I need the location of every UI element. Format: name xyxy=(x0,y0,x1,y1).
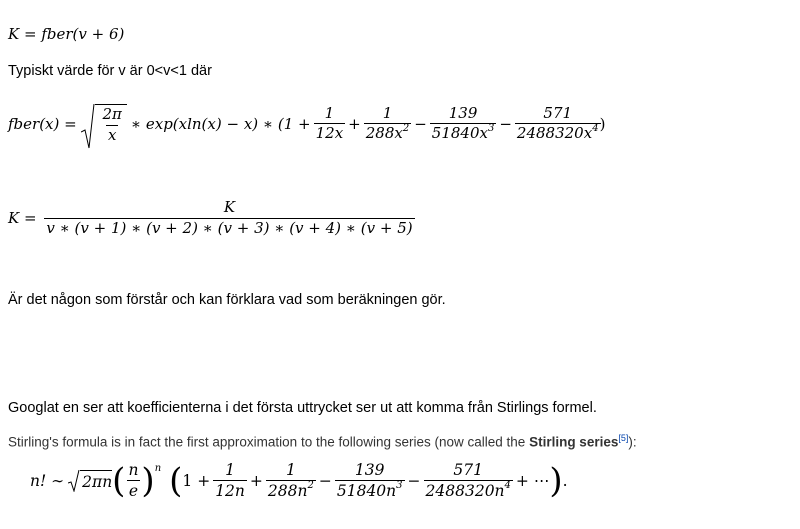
stirling-term1-den: 12n xyxy=(215,482,245,501)
k-fraction-den: v ∗ (v + 1) ∗ (v + 2) ∗ (v + 3) ∗ (v + 4) ∗ (v + 5) xyxy=(46,218,413,237)
sqrt-denominator: x xyxy=(107,125,117,144)
stirling-term1-num: 1 xyxy=(225,461,235,479)
term3-num: 139 xyxy=(448,103,478,122)
stirling-term2-exp: 2 xyxy=(307,480,314,492)
formula-k-lhs: K xyxy=(8,25,20,43)
fber-formula: fber(x) = $\frac{2\pi}{x}$ ∗ exp(xln(x) − x) ∗ (1 + $\frac{1}{12x}$ + $\frac{1}{288x^2}$ − $\frac{139}{51840x^3}$ − $\frac{571}{2488320x^4}$ ) xyxy=(8,104,605,144)
term3-den: 51840x xyxy=(431,124,488,143)
stirling-one-plus: 1 + xyxy=(182,471,211,490)
stirling-power: n xyxy=(154,463,162,475)
wiki-bold-term: Stirling series xyxy=(529,434,619,450)
term4-num: 571 xyxy=(543,103,573,122)
formula-k-definition: K = fber(v + 6) xyxy=(8,25,125,43)
stirling-n-over-e-num: n xyxy=(128,461,139,479)
stirling-term2-num: 1 xyxy=(285,461,296,479)
formula-k-rhs: fber(v + 6) xyxy=(41,25,125,43)
stirling-term3-exp: 3 xyxy=(396,480,403,492)
fber-middle: ∗ exp(xln(x) − x) ∗ (1 + xyxy=(130,114,311,133)
term4-exp: 4 xyxy=(592,123,599,135)
sqrt-numerator: 2π xyxy=(102,105,122,123)
stirling-sqrt-body: 2πn xyxy=(80,470,112,491)
term4-den: 2488320x xyxy=(516,124,593,143)
term3-exp: 3 xyxy=(487,123,495,135)
wiki-reference-link[interactable]: [5] xyxy=(618,433,629,443)
wiki-text-after: ): xyxy=(628,434,637,450)
stirling-sqrt xyxy=(68,470,112,491)
wiki-snippet xyxy=(8,433,637,450)
googled-text: Googlat en ser att koefficienterna i det första uttrycket ser ut att komma från Stirlings formel. xyxy=(8,400,597,416)
stirling-term2-den: 288n xyxy=(267,482,308,501)
stirling-lhs: n! ∼ xyxy=(30,471,65,490)
fber-sqrt xyxy=(81,104,126,144)
k-fraction-num: K xyxy=(223,198,236,216)
term1-den: 12x xyxy=(315,124,344,143)
sqrt-sign-icon xyxy=(81,104,95,144)
k-fraction-formula: K = $\frac{K}{v ∗ (v + 1) ∗ (v + 2) ∗ (v + 3) ∗ (v + 4) ∗ (v + 5)}$ xyxy=(8,198,413,237)
term2-exp: 2 xyxy=(402,123,410,135)
stirling-term3-den: 51840n xyxy=(336,482,397,501)
term2-num: 1 xyxy=(382,103,393,122)
stirling-n-over-e-den: e xyxy=(128,482,139,501)
stirling-term3-num: 139 xyxy=(354,461,385,479)
stirling-term4-exp: 4 xyxy=(504,480,511,492)
fber-close-paren: ) xyxy=(599,114,606,133)
stirling-tail: + ⋯ xyxy=(515,471,550,490)
stirling-period: . xyxy=(562,471,568,490)
term1-num: 1 xyxy=(324,103,335,122)
wiki-text-before: Stirling's formula is in fact the first approximation to the following series (now called the xyxy=(8,434,530,450)
fber-lhs: fber(x) xyxy=(8,114,60,133)
stirling-term4-den: 2488320n xyxy=(425,482,505,501)
question-text: Är det någon som förstår och kan förklara vad som beräkningen gör. xyxy=(8,292,446,308)
stirling-series-formula: n! ∼ 2πn ( $\frac{n}{e}$ ) n ( 1 + $\frac{1}{12n}$ + $\frac{1}{288n^2}$ − $\frac{139}{51840n^3}$ − $\frac{571}{2488320n^4}$ + ⋯ ) . xyxy=(30,460,568,501)
stirling-term4-num: 571 xyxy=(453,461,484,479)
typical-value-text: Typiskt värde för v är 0<v<1 där xyxy=(8,63,212,79)
k-fraction-lhs: K xyxy=(8,209,20,228)
sqrt-sign-icon xyxy=(68,470,80,491)
term2-den: 288x xyxy=(365,124,403,143)
